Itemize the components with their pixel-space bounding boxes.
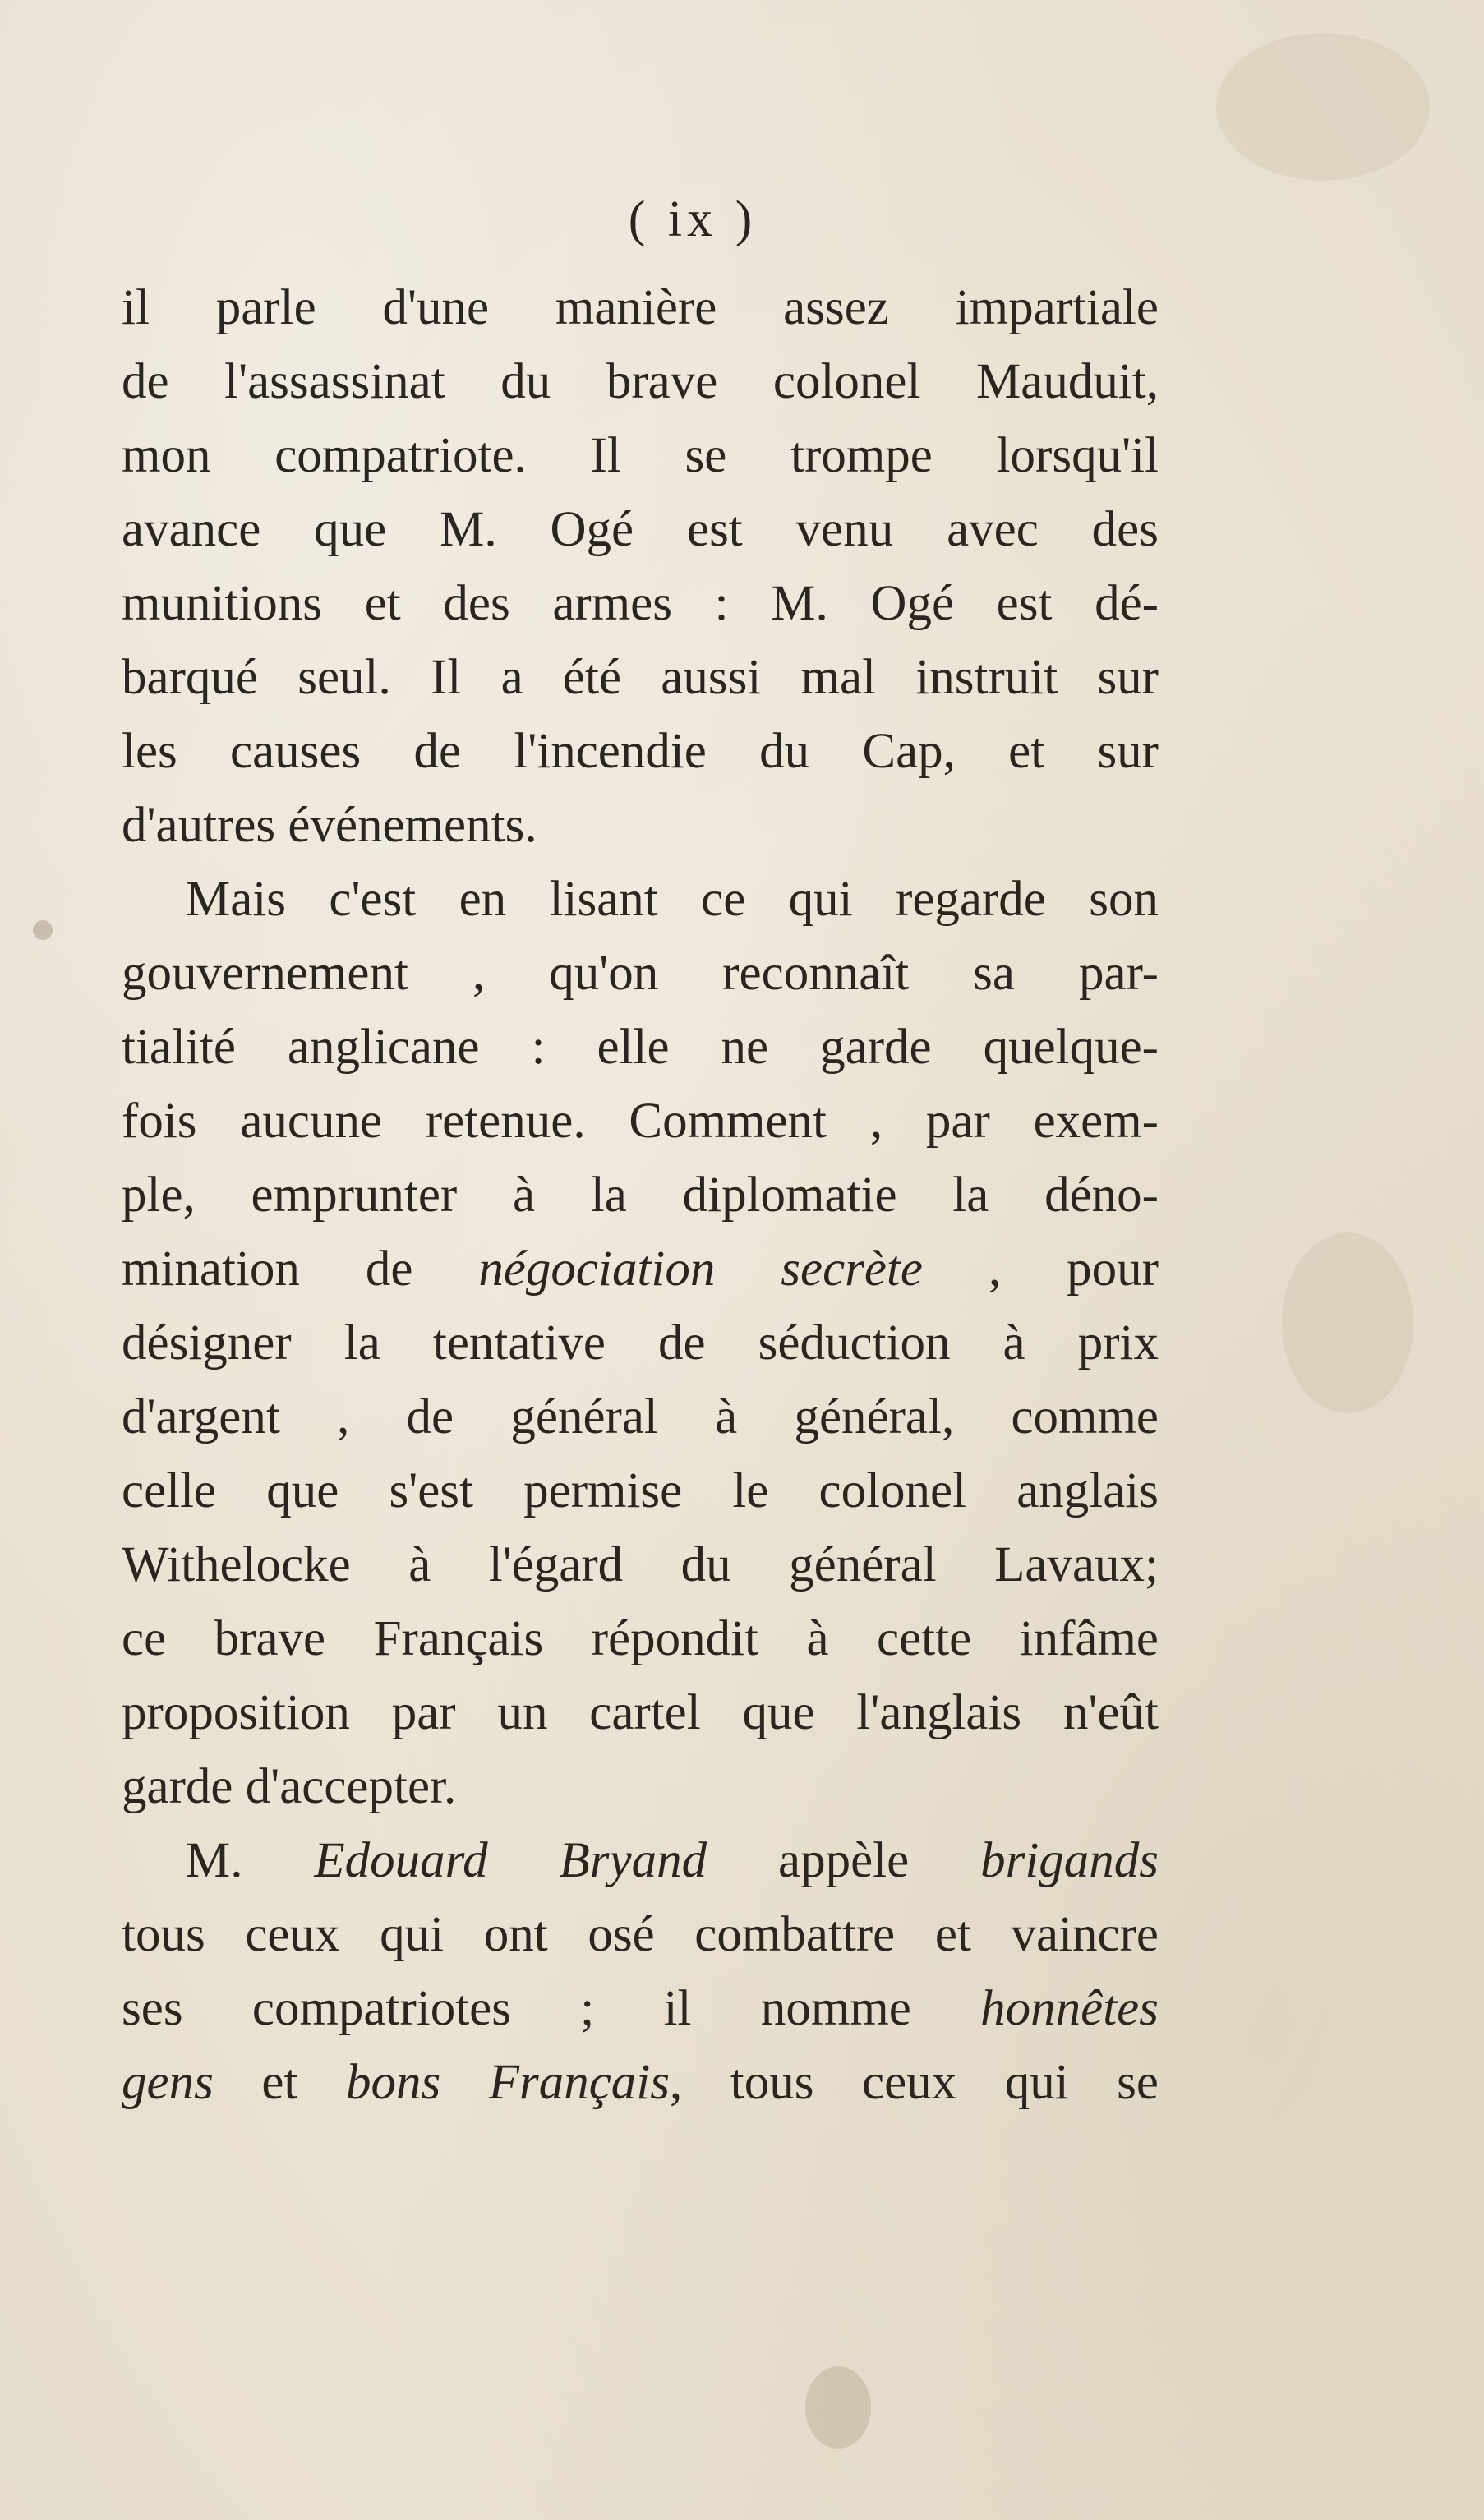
text-line [122,271,1159,345]
text-line [122,641,1159,715]
text-run: d'argent , de général à général, comme [122,1389,1159,1444]
page-number: ( ix ) [628,191,758,247]
text-run: , pour [923,1242,1159,1297]
text-line [122,789,1159,863]
text-line [122,863,1159,937]
text-line [122,567,1159,641]
body-text [122,271,1159,2120]
text-run: fois aucune retenue. Comment , par exem- [122,1094,1159,1149]
text-run: M. [186,1833,315,1888]
text-run: désigner la tentative de séduction à prix [122,1315,1159,1371]
text-line [122,1085,1159,1159]
text-run: et [213,2055,346,2110]
text-line [122,715,1159,789]
text-run: barqué seul. Il a été aussi mal instruit sur [122,650,1159,705]
text-line [122,1454,1159,1528]
text-run: d'autres événements. [122,798,537,853]
text-run: Mais c'est en lisant ce qui regarde son [186,872,1159,927]
text-run: de l'assassinat du brave colonel Mauduit, [122,354,1159,409]
text-run: ses compatriotes ; il nomme [122,1981,981,2036]
text-line [122,419,1159,493]
text-run: mination de [122,1242,479,1297]
text-run: ce brave Français répondit à cette infâme [122,1611,1159,1666]
text-run: tous ceux qui ont osé combattre et vaincre [122,1907,1159,1962]
text-run: les causes de l'incendie du Cap, et sur [122,724,1159,779]
italic-text: bons Français [345,2055,670,2110]
text-line [122,493,1159,567]
text-line [122,1159,1159,1232]
text-run: avance que M. Ogé est venu avec des [122,502,1159,557]
text-run: tialité anglicane : elle ne garde quelque- [122,1020,1159,1075]
text-line [122,1824,1159,1898]
text-run: garde d'accepter. [122,1759,457,1814]
text-run: proposition par un cartel que l'anglais n'eût [122,1685,1159,1740]
text-line [122,1380,1159,1454]
italic-text: brigands [980,1833,1159,1888]
text-run: mon compatriote. Il se trompe lorsqu'il [122,428,1159,483]
text-run: il parle d'une manière assez impartiale [122,280,1159,335]
text-line [122,1232,1159,1306]
text-line [122,1306,1159,1380]
text-run: ple, emprunter à la diplomatie la déno- [122,1168,1159,1223]
italic-text: gens [122,2055,214,2110]
text-run: Withelocke à l'égard du général Lavaux; [122,1537,1159,1592]
italic-text: négociation secrète [478,1242,924,1297]
text-line [122,1750,1159,1824]
text-run: celle que s'est permise le colonel anglais [122,1463,1159,1518]
text-line [122,1972,1159,2046]
text-line [122,1528,1159,1602]
text-line [122,1602,1159,1676]
italic-text: honnêtes [980,1981,1159,2036]
text-line [122,1676,1159,1750]
text-line [122,1898,1159,1972]
paper-stain [1282,1232,1413,1413]
text-run: appèle [707,1833,981,1888]
text-line [122,345,1159,419]
paper-stain [33,920,53,940]
text-line [122,2046,1159,2120]
text-line [122,1011,1159,1085]
paper-stain [805,2366,871,2449]
text-run: munitions et des armes : M. Ogé est dé- [122,576,1159,631]
italic-text: Edouard Bryand [314,1833,707,1888]
text-line [122,937,1159,1011]
paper-stain [1216,33,1430,181]
text-run: gouvernement , qu'on reconnaît sa par- [122,946,1159,1001]
text-run: , tous ceux qui se [669,2055,1159,2110]
